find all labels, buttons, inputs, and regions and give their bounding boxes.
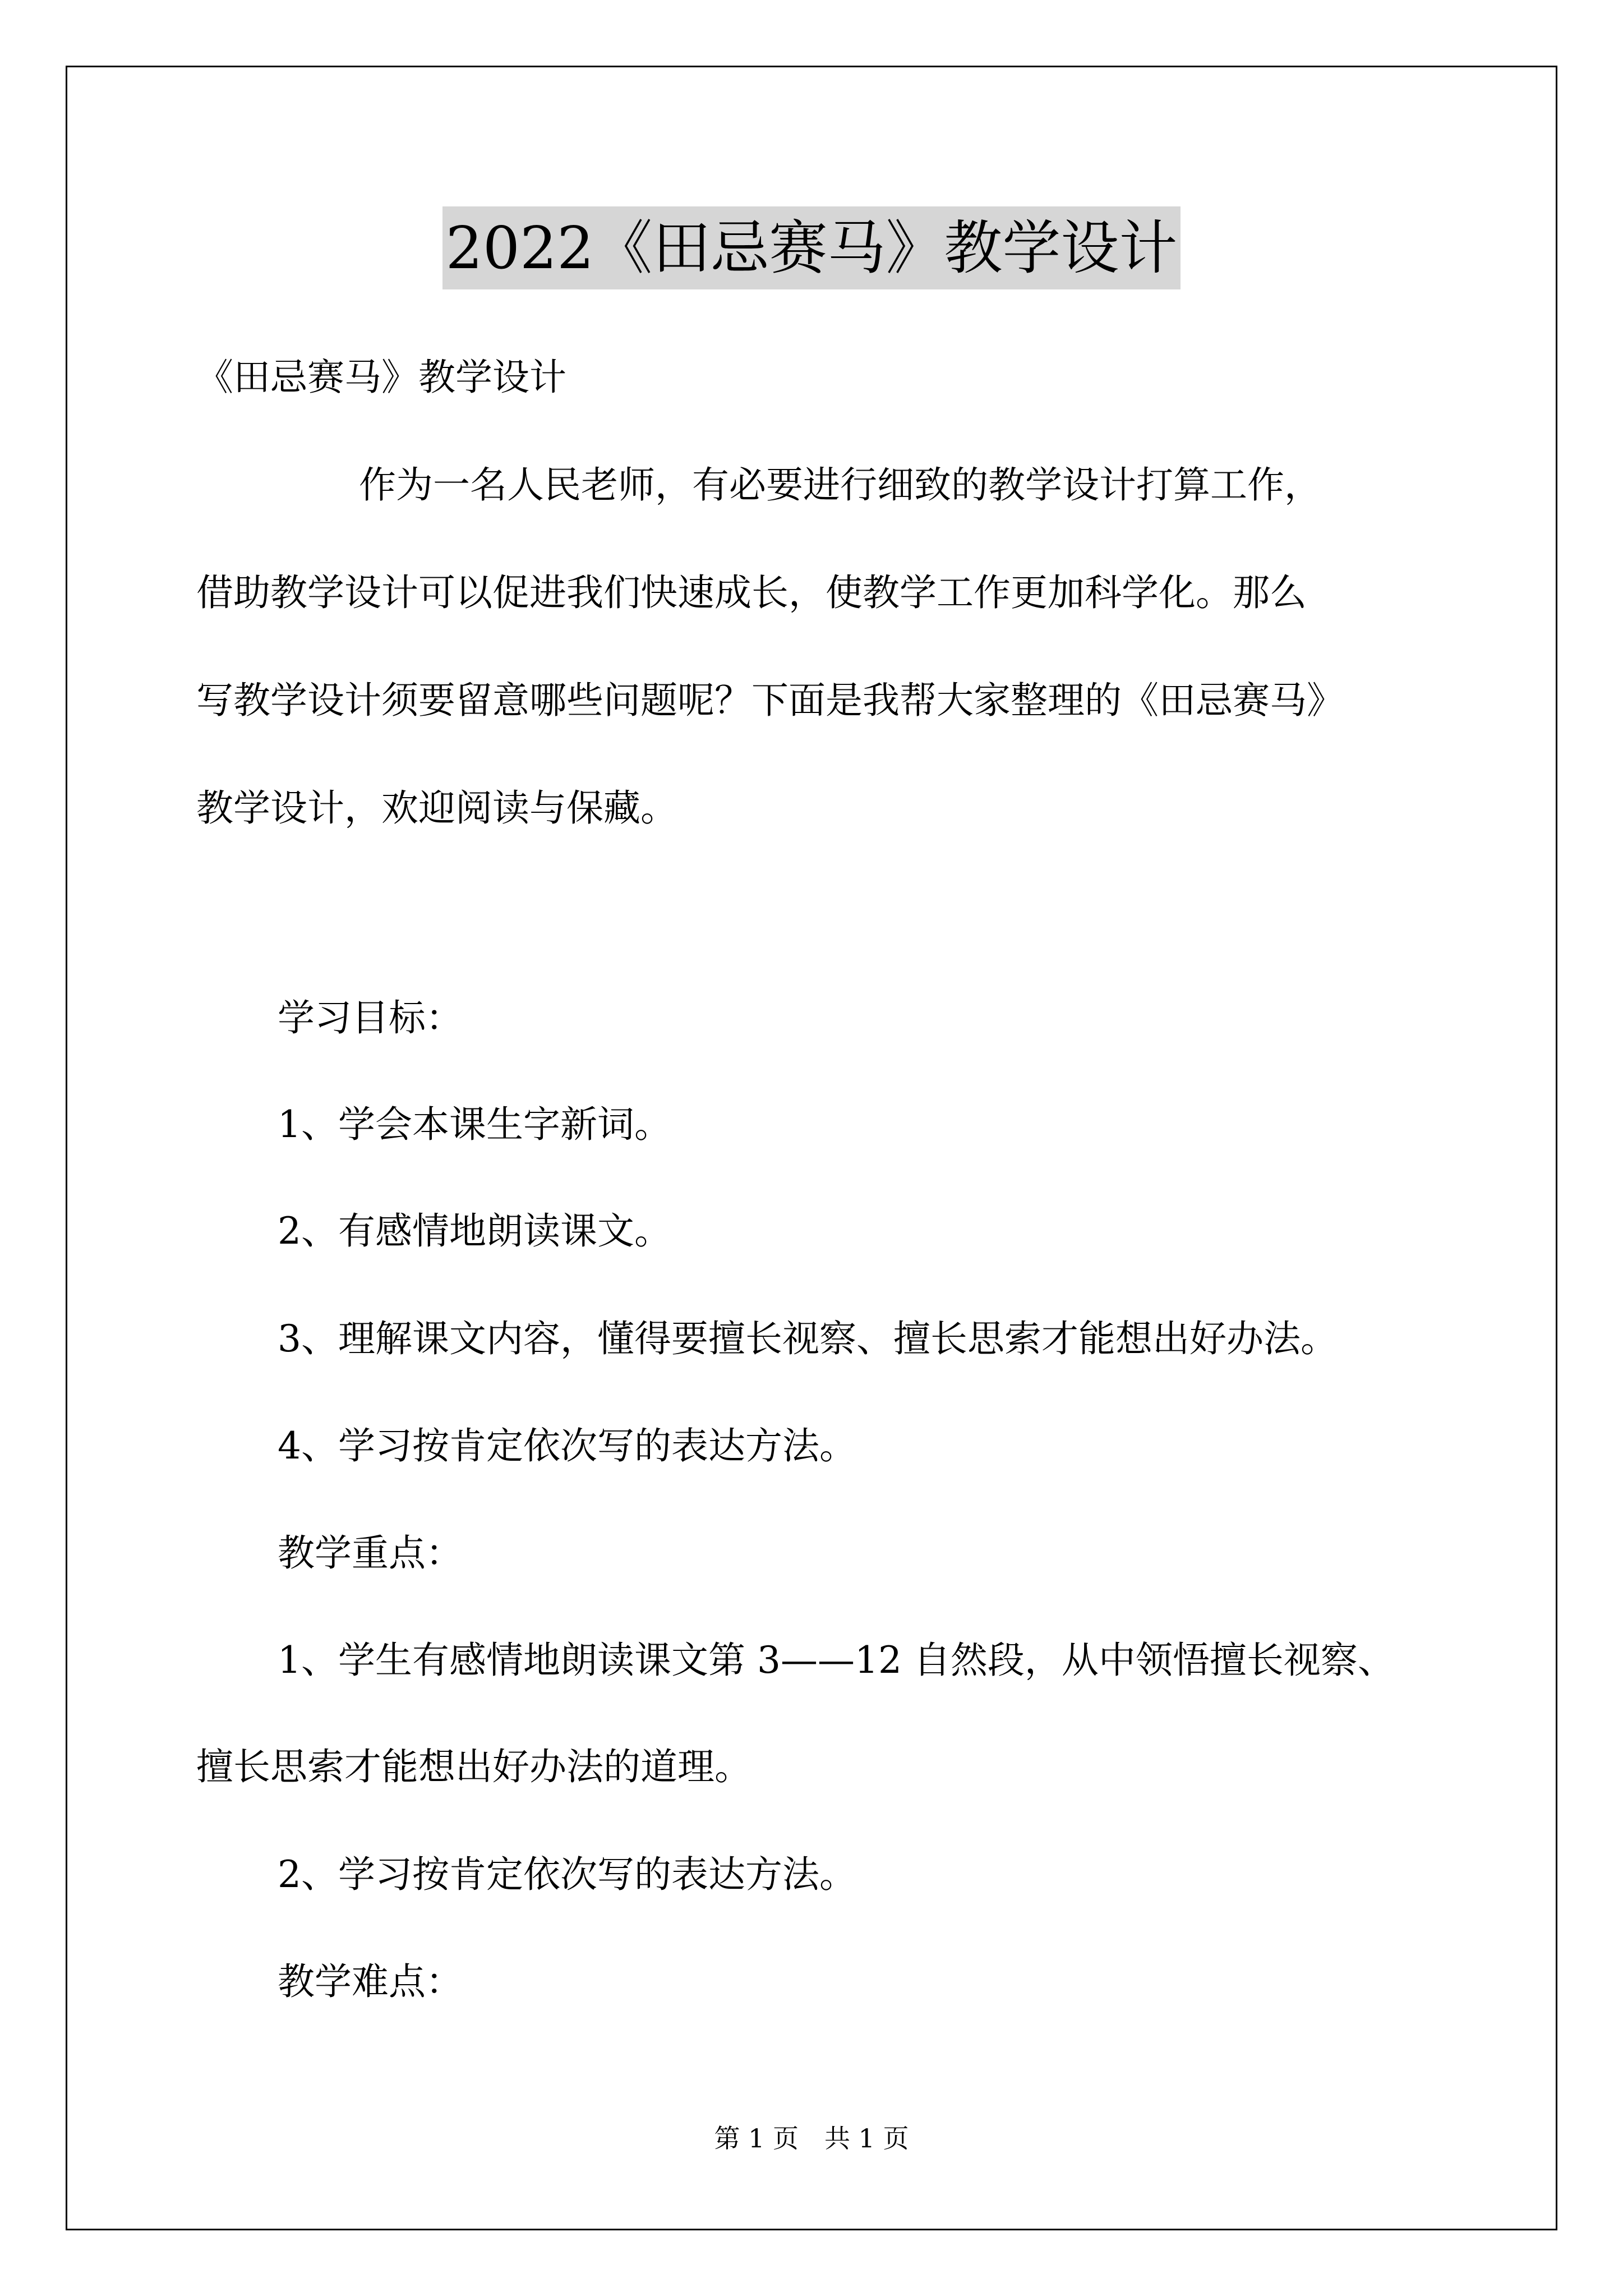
objective-item-3: 3、理解课文内容，懂得要擅长视察、擅长思索才能想出好办法。 [278, 1317, 1338, 1360]
subtitle: 《田忌赛马》教学设计 [196, 356, 566, 399]
page-number: 第 1 页 共 1 页 [714, 2123, 909, 2154]
objective-item-2: 2、有感情地朗读课文。 [278, 1209, 671, 1253]
intro-line-3: 写教学设计须要留意哪些问题呢？下面是我帮大家整理的《田忌赛马》 [196, 679, 1344, 722]
difficulty-heading: 教学难点： [278, 1960, 463, 2003]
focus-item-2: 2、学习按肯定依次写的表达方法。 [278, 1853, 856, 1896]
objectives-heading: 学习目标： [278, 996, 463, 1039]
intro-line-2: 借助教学设计可以促进我们快速成长，使教学工作更加科学化。那么 [196, 571, 1307, 614]
intro-line-4: 教学设计，欢迎阅读与保藏。 [196, 786, 677, 830]
objective-item-4: 4、学习按肯定依次写的表达方法。 [278, 1424, 856, 1467]
focus-item-1: 1、学生有感情地朗读课文第 3——12 自然段，从中领悟擅长视察、 [278, 1639, 1395, 1682]
intro-line-1: 作为一名人民老师，有必要进行细致的教学设计打算工作， [359, 463, 1321, 507]
document-title: 2022《田忌赛马》教学设计 [442, 206, 1181, 289]
focus-item-1-continued: 擅长思索才能想出好办法的道理。 [196, 1745, 751, 1788]
focus-heading: 教学重点： [278, 1531, 463, 1575]
objective-item-1: 1、学会本课生字新词。 [278, 1103, 671, 1146]
title-container [0, 206, 1623, 289]
